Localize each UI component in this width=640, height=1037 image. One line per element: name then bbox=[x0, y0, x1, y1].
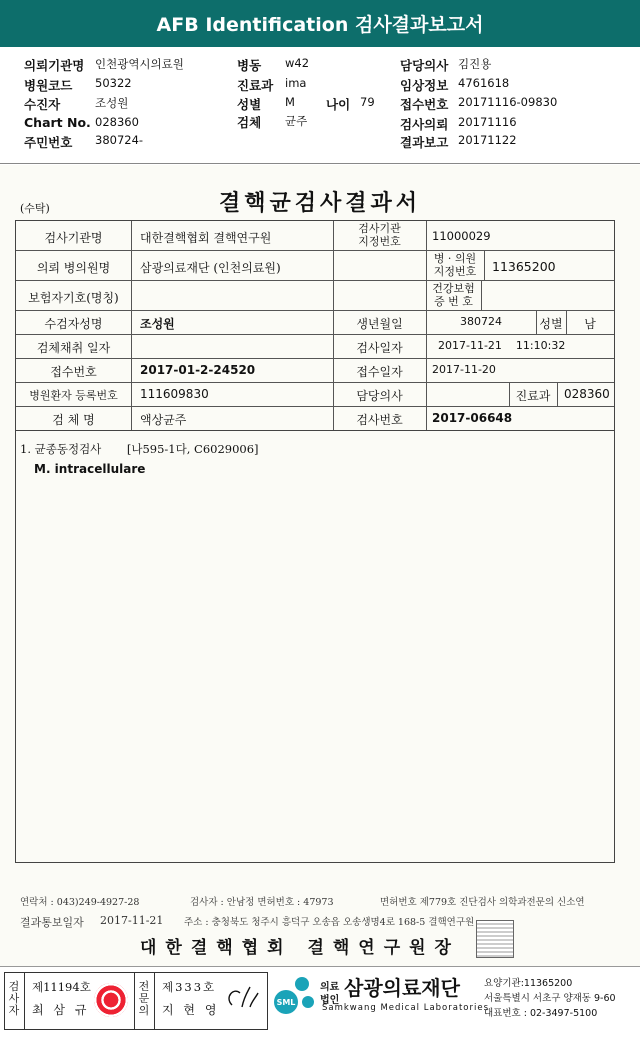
result-value: M. intracellulare bbox=[34, 462, 146, 476]
hosp-no-label-1: 병 · 의원 bbox=[433, 252, 477, 265]
ward-label: 병동 bbox=[237, 58, 262, 73]
sex-value-row: 남 bbox=[584, 317, 596, 331]
request-label: 검사의뢰 bbox=[400, 117, 449, 132]
tester-name: 최 삼 규 bbox=[32, 1003, 90, 1017]
row-specimen-label: 검 체 명 bbox=[52, 413, 95, 427]
sex-value: M bbox=[285, 95, 295, 109]
hospital-value: 인천광역시의료원 bbox=[95, 57, 184, 71]
hosp-no-label-2: 지정번호 bbox=[433, 265, 477, 278]
sml-logo-icon bbox=[272, 972, 318, 1018]
hospital-label: 의뢰기관명 bbox=[24, 58, 85, 73]
specialist-name: 지 현 영 bbox=[162, 1003, 220, 1017]
doctor-label: 담당의사 bbox=[400, 58, 449, 73]
specimen-label: 검체 bbox=[237, 115, 262, 130]
code-label: 병원코드 bbox=[24, 78, 73, 93]
org-tel: 대표번호 : 02-3497-5100 bbox=[484, 1008, 598, 1019]
request-value: 20171116 bbox=[458, 115, 517, 129]
patient-info bbox=[0, 50, 640, 162]
specialist-no: 제333호 bbox=[162, 980, 217, 994]
footer-address: 주소 : 충청북도 청주시 흥덕구 오송읍 오송생명4로 168-5 결핵연구원 bbox=[184, 917, 475, 928]
reg-label: 병원환자 등록번호 bbox=[29, 389, 118, 402]
org-en: Samkwang Medical Laboratories bbox=[322, 1003, 490, 1013]
patient-label: 수진자 bbox=[24, 97, 61, 112]
receipt-date-label: 접수일자 bbox=[356, 365, 403, 379]
specialist-vertical: 전문의 bbox=[138, 980, 150, 1017]
ward-value: w42 bbox=[285, 56, 310, 70]
receipt-date-value: 2017-11-20 bbox=[432, 363, 496, 376]
logo-text: SML bbox=[276, 998, 296, 1007]
doctor-value: 김진용 bbox=[458, 57, 492, 71]
receipt-label: 접수번호 bbox=[400, 97, 449, 112]
divider bbox=[0, 163, 640, 164]
tester-no: 제11194호 bbox=[32, 980, 91, 994]
receipt-value: 20171116-09830 bbox=[458, 95, 558, 109]
birth-value: 380724 bbox=[460, 315, 502, 328]
sex-label: 성별 bbox=[237, 97, 262, 112]
association-seal bbox=[476, 920, 514, 958]
row-doctor-label: 담당의사 bbox=[356, 389, 403, 403]
dept-label: 진료과 bbox=[237, 78, 274, 93]
age-label: 나이 bbox=[326, 97, 351, 112]
tester-seal bbox=[94, 983, 128, 1017]
result-line: 1. 균종동정검사 [나595-1다, C6029006] bbox=[20, 442, 259, 456]
lab-label: 검사기관명 bbox=[44, 231, 103, 245]
org-name: 삼광의료재단 bbox=[344, 976, 460, 1000]
footer-license: 면허번호 제779호 진단검사 의학과전문의 신소연 bbox=[380, 897, 585, 908]
report-label: 결과보고 bbox=[400, 135, 449, 150]
receipt-no-label: 접수번호 bbox=[50, 365, 97, 379]
test-no-label: 검사번호 bbox=[356, 413, 403, 427]
specialist-signature bbox=[222, 983, 262, 1013]
footer-contact: 연락처 : 043)249-4927-28 bbox=[20, 897, 140, 908]
receipt-no-value: 2017-01-2-24520 bbox=[140, 363, 256, 377]
row-specimen-value: 액상균주 bbox=[140, 413, 187, 427]
code-value: 50322 bbox=[95, 76, 132, 90]
lab-no-label-2: 지정번호 bbox=[358, 235, 401, 248]
report-header bbox=[0, 0, 640, 47]
org-prefix-1: 의료 bbox=[320, 982, 340, 993]
footer-tester: 검사자 : 안남정 면허번호 : 47973 bbox=[190, 897, 334, 908]
org-code: 요양기관:11365200 bbox=[484, 978, 573, 989]
header-title: AFB Identification 검사결과보고서 bbox=[156, 14, 484, 36]
age-value: 79 bbox=[360, 95, 375, 109]
name-label: 수검자성명 bbox=[44, 317, 103, 331]
org-prefix-2: 법인 bbox=[320, 995, 340, 1006]
test-no-value: 2017-06648 bbox=[432, 411, 513, 425]
birth-label: 생년월일 bbox=[356, 317, 403, 331]
footer-report-date-value: 2017-11-21 bbox=[100, 914, 164, 927]
patient-value: 조성원 bbox=[95, 96, 129, 110]
lab-no-value: 11000029 bbox=[432, 229, 491, 243]
id-label: 주민번호 bbox=[24, 135, 73, 150]
report-value: 20171122 bbox=[458, 133, 517, 147]
test-date-label: 검사일자 bbox=[356, 341, 403, 355]
sex-label-row: 성별 bbox=[539, 317, 563, 331]
collect-label: 검체채취 일자 bbox=[36, 341, 111, 355]
ins-label: 보험자기호(명칭) bbox=[28, 291, 119, 305]
req-hosp-label: 의뢰 병의원명 bbox=[36, 261, 111, 275]
health-label-2: 증 번 호 bbox=[434, 295, 473, 308]
report-title: 결핵균검사결과서 bbox=[218, 190, 422, 216]
test-date-value: 2017-11-21 11:10:32 bbox=[438, 339, 566, 352]
chart-label: Chart No. bbox=[24, 115, 91, 130]
reg-value: 111609830 bbox=[140, 387, 209, 401]
lab-no-label-1: 검사기관 bbox=[358, 222, 401, 235]
report-table bbox=[15, 220, 615, 431]
footer-report-date-label: 결과통보일자 bbox=[20, 916, 84, 929]
org-address: 서울특별시 서초구 양재동 9-60 bbox=[484, 993, 616, 1004]
result-area bbox=[15, 429, 615, 863]
id-value: 380724- bbox=[95, 133, 144, 147]
association-name: 대한결핵협회 결핵연구원장 bbox=[140, 938, 460, 958]
clinical-value: 4761618 bbox=[458, 76, 510, 90]
health-label-1: 건강보험 bbox=[432, 282, 475, 295]
row-dept-value: 028360 bbox=[564, 387, 610, 401]
hosp-no-value: 11365200 bbox=[492, 259, 556, 274]
row-dept-label: 진료과 bbox=[515, 389, 551, 403]
req-hosp-value: 삼광의료재단 (인천의료원) bbox=[140, 261, 281, 275]
name-value: 조성원 bbox=[140, 317, 175, 331]
chart-value: 028360 bbox=[95, 115, 139, 129]
tester-vertical: 검사자 bbox=[8, 980, 20, 1017]
clinical-label: 임상정보 bbox=[400, 78, 449, 93]
request-tag: (수탁) bbox=[20, 202, 50, 215]
specimen-value: 균주 bbox=[285, 114, 308, 128]
lab-value: 대한결핵협회 결핵연구원 bbox=[140, 231, 272, 245]
dept-value: ima bbox=[285, 76, 307, 90]
